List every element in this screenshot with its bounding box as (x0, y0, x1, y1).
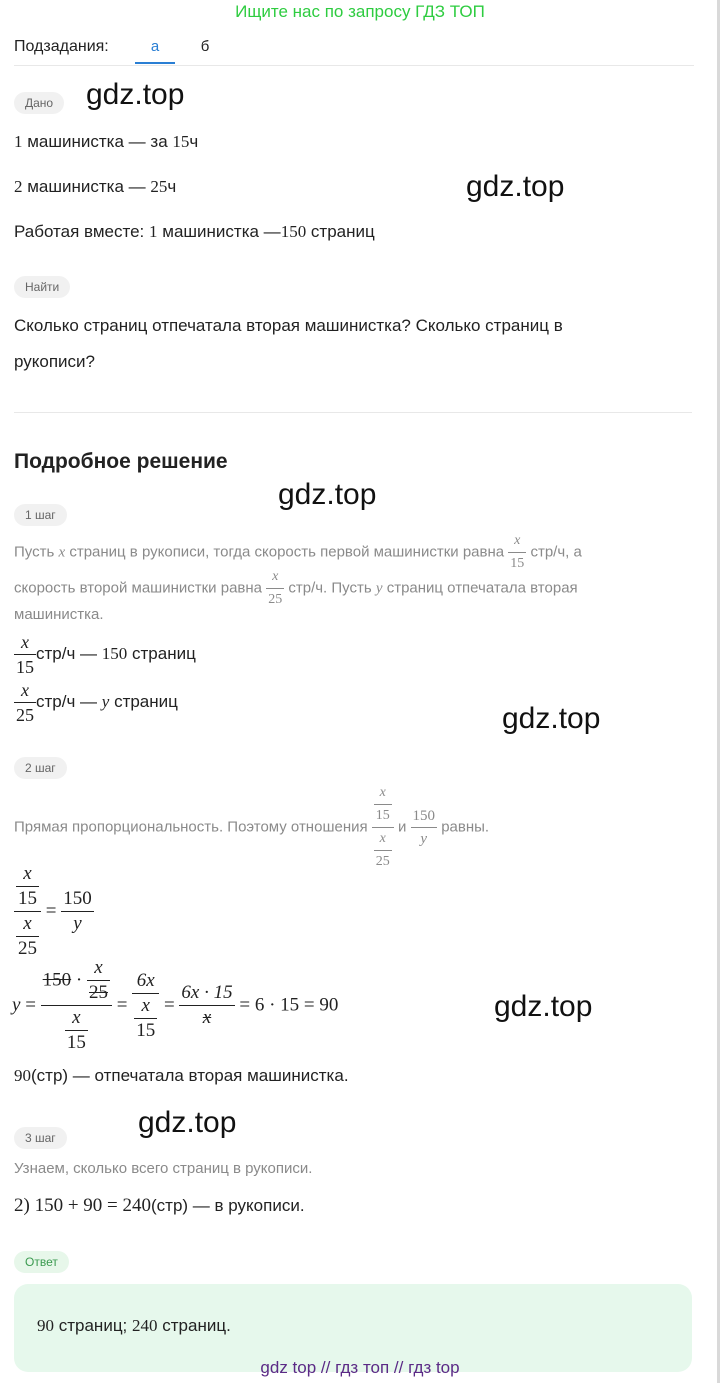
fraction-150-y: $\frac{150}{y}$ (63, 888, 92, 934)
watermark: gdz.top (278, 478, 377, 511)
complex-fraction-ratio: $\frac{\frac{x}{15}}{\frac{x}{25}}$ (372, 782, 394, 873)
step3-pill: 3 шаг (14, 1127, 67, 1149)
given-line-3: Работая вместе: 1 машинистка —150 страниц (14, 222, 375, 241)
section-divider (14, 412, 692, 413)
step1-pill: 1 шаг (14, 504, 67, 526)
answer-text: 90 страниц; 240 страниц. (37, 1316, 231, 1335)
tab-b[interactable]: б (200, 38, 210, 55)
subtasks-label: Подзадания: (14, 38, 109, 55)
footer-links[interactable]: gdz top // гдз топ // гдз top (260, 1358, 460, 1377)
watermark: gdz.top (502, 702, 601, 735)
fraction-6x-over: $\frac{6x}{\frac{x}{15}}$ (132, 969, 159, 1043)
find-line-2: рукописи? (14, 352, 95, 371)
solution-title: Подробное решение (14, 450, 228, 473)
given-line-2: 2 машинистка — 25ч (14, 177, 177, 196)
step1-line-1: Пусть x страниц в рукописи, тогда скорость первой машинистки равна $\frac{x}{15}$ стр/ч, а (14, 530, 704, 575)
top-banner: Ищите нас по запросу ГДЗ ТОП (235, 2, 485, 21)
step1-line-3: машинистка. (14, 606, 104, 623)
complex-fraction-ratio: $\frac{\frac{x}{15}}{\frac{x}{25}}$ (14, 862, 41, 961)
given-line-1: 1 машинистка — за 15ч (14, 132, 199, 151)
step1-equation-1: $\frac{x}{15}$ стр/ч — 150 страниц (16, 632, 196, 677)
fraction-x-15: $\frac{x}{15}$ (508, 530, 526, 575)
step2-result: 90(стр) — отпечатала вторая машинистка. (14, 1066, 349, 1085)
step1-equation-2: $\frac{x}{25}$ стр/ч — y страниц (16, 680, 178, 725)
given-pill: Дано (14, 92, 64, 114)
fraction-x-25: $\frac{x}{25}$ (266, 566, 284, 611)
watermark: gdz.top (466, 170, 565, 203)
tab-a[interactable]: а (150, 38, 160, 55)
step3-line-1: Узнаем, сколько всего страниц в рукописи. (14, 1160, 313, 1177)
step2-pill: 2 шаг (14, 757, 67, 779)
tab-a-underline (135, 62, 175, 64)
step2-equation-2: y = 150 · $\frac{x}{25}$ $\frac{x}{15}$ = $\frac{6x}{\frac{x}{15}}$ = $\frac{6x \cdot 15}{x}$ = 6 · 15 = 90 (12, 957, 339, 1053)
watermark: gdz.top (138, 1106, 237, 1139)
fraction-x-15: $\frac{x}{15}$ (16, 632, 34, 677)
tabs-divider (14, 65, 694, 66)
fraction-6x15-x: $\frac{6x \cdot 15}{x}$ (181, 982, 233, 1028)
answer-pill: Ответ (14, 1251, 69, 1273)
step1-line-2: скорость второй машинистки равна $\frac{x}{25}$ стр/ч. Пусть y страниц отпечатала вторая (14, 566, 578, 611)
step3-equation: 2) 150 + 90 = 240(стр) — в рукописи. (14, 1195, 305, 1216)
complex-fraction-y: 150 · $\frac{x}{25}$ $\frac{x}{15}$ (41, 956, 112, 1055)
watermark: gdz.top (86, 78, 185, 111)
find-pill: Найти (14, 276, 70, 298)
step2-equation-1: $\frac{\frac{x}{15}}{\frac{x}{25}}$ = $\frac{150}{y}$ (14, 862, 94, 961)
fraction-x-25: $\frac{x}{25}$ (16, 680, 34, 725)
fraction-150-y: $\frac{150}{y}$ (411, 805, 438, 850)
step2-line-1: Прямая пропорциональность. Поэтому отношения $\frac{\frac{x}{15}}{\frac{x}{25}}$ и $\frac{150}{y}$ равны. (14, 782, 489, 873)
watermark: gdz.top (494, 990, 593, 1023)
find-line-1: Сколько страниц отпечатала вторая машинистка? Сколько страниц в (14, 316, 563, 335)
